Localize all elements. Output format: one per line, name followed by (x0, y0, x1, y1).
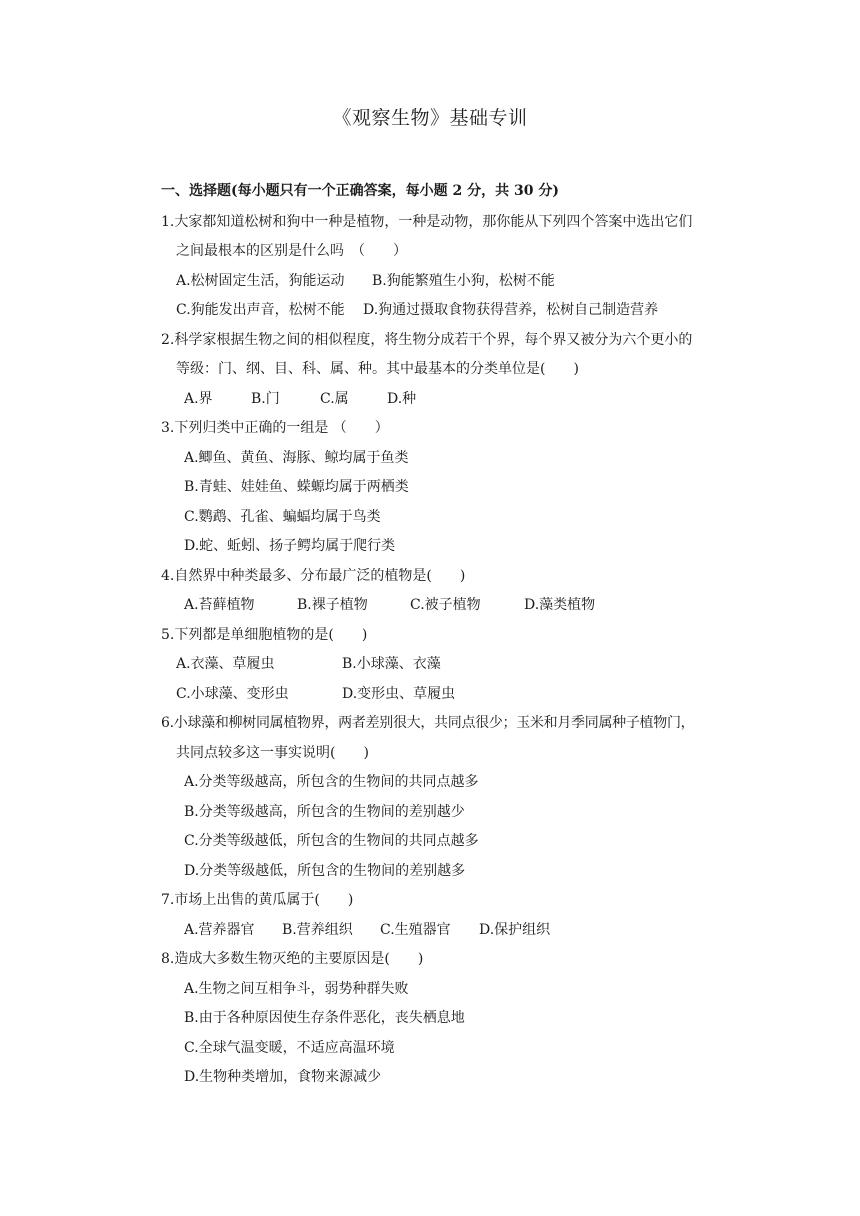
question-5-stem: 5.下列都是单细胞植物的是( ) (161, 627, 368, 643)
section-heading: 一、选择题(每小题只有一个正确答案，每小题 2 分，共 30 分) (161, 183, 559, 199)
question-1-stem-line-2: 之间最根本的区别是什么吗 （ ） (176, 243, 407, 259)
page-title: 《观察生物》基础专训 (332, 107, 528, 129)
question-4-option-c: C.被子植物 (410, 597, 481, 613)
question-3-option-c: C.鹦鹉、孔雀、蝙蝠均属于鸟类 (184, 509, 381, 525)
question-3-option-d: D.蛇、蚯蚓、扬子鳄均属于爬行类 (184, 538, 396, 554)
question-4-option-a: A.苔藓植物 (184, 597, 255, 613)
question-5-option-b: B.小球藻、衣藻 (342, 656, 441, 672)
question-7-option-a: A.营养器官 (184, 922, 255, 938)
question-8-option-a: A.生物之间互相争斗，弱势种群失败 (184, 981, 409, 997)
question-2-option-b: B.门 (251, 391, 280, 407)
question-7-option-b: B.营养组织 (282, 922, 353, 938)
question-6-stem-line-2: 共同点较多这一事实说明( ) (176, 745, 369, 761)
question-4-option-b: B.裸子植物 (297, 597, 368, 613)
question-4-stem: 4.自然界中种类最多、分布最广泛的植物是( ) (161, 568, 466, 584)
question-6-option-a: A.分类等级越高，所包含的生物间的共同点越多 (184, 774, 479, 790)
question-2-option-a: A.界 (184, 391, 213, 407)
question-5-option-d: D.变形虫、草履虫 (342, 686, 456, 702)
question-6-option-c: C.分类等级越低，所包含的生物间的共同点越多 (184, 833, 479, 849)
question-1-option-b: B.狗能繁殖生小狗，松树不能 (372, 273, 555, 289)
question-6-stem-line-1: 6.小球藻和柳树同属植物界，两者差别很大，共同点很少；玉米和月季同属种子植物门， (161, 715, 695, 731)
question-2-stem-line-2: 等级：门、纲、目、科、属、种。其中最基本的分类单位是( ) (176, 361, 579, 377)
question-8-option-b: B.由于各种原因使生存条件恶化，丧失栖息地 (184, 1010, 465, 1026)
question-8-option-d: D.生物种类增加，食物来源减少 (184, 1069, 382, 1085)
question-4-option-d: D.藻类植物 (524, 597, 596, 613)
question-2-stem-line-1: 2.科学家根据生物之间的相似程度，将生物分成若干个界，每个界又被分为六个更小的 (161, 332, 693, 348)
question-2-option-c: C.属 (320, 391, 349, 407)
question-3-option-a: A.鲫鱼、黄鱼、海豚、鲸均属于鱼类 (184, 450, 409, 466)
question-2-option-d: D.种 (387, 391, 417, 407)
question-1-option-a: A.松树固定生活，狗能运动 (176, 273, 345, 289)
question-7-stem: 7.市场上出售的黄瓜属于( ) (161, 892, 354, 908)
question-5-option-c: C.小球藻、变形虫 (176, 686, 289, 702)
question-6-option-d: D.分类等级越低，所包含的生物间的差别越多 (184, 863, 466, 879)
question-6-option-b: B.分类等级越高，所包含的生物间的差别越少 (184, 804, 465, 820)
question-5-option-a: A.衣藻、草履虫 (176, 656, 275, 672)
question-3-option-b: B.青蛙、娃娃鱼、蝾螈均属于两栖类 (184, 479, 409, 495)
question-7-option-c: C.生殖器官 (380, 922, 451, 938)
question-8-stem: 8.造成大多数生物灭绝的主要原因是( ) (161, 951, 424, 967)
question-3-stem: 3.下列归类中正确的一组是 （ ） (161, 420, 389, 436)
question-8-option-c: C.全球气温变暖，不适应高温环境 (184, 1040, 395, 1056)
question-1-option-c: C.狗能发出声音，松树不能 (176, 302, 345, 318)
question-1-stem-line-1: 1.大家都知道松树和狗中一种是植物，一种是动物，那你能从下列四个答案中选出它们 (161, 214, 693, 230)
question-1-option-d: D.狗通过摄取食物获得营养，松树自己制造营养 (363, 302, 659, 318)
question-7-option-d: D.保护组织 (479, 922, 551, 938)
